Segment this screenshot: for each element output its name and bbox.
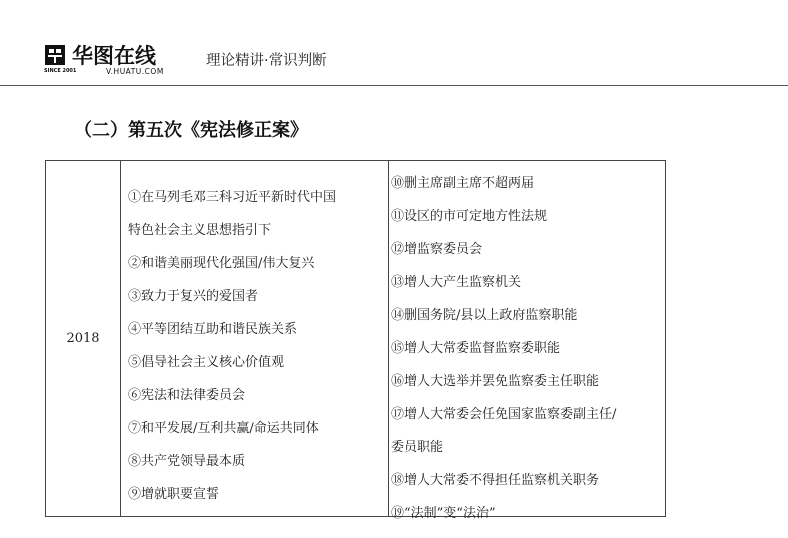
amendment-list-a: [128, 181, 386, 511]
list-item: ⑨增就职要宣誓: [128, 487, 220, 502]
huatu-logo: [44, 40, 174, 76]
list-item: 特色社会主义思想指引下: [128, 223, 272, 238]
amendment-table: [45, 160, 666, 521]
list-item: ⑱增人大常委不得担任监察机关职务: [391, 473, 600, 488]
header-title: 理论精讲·常识判断: [206, 53, 327, 69]
list-item: ⑥宪法和法律委员会: [128, 388, 246, 403]
list-item: ⑭删国务院/县以上政府监察职能: [391, 308, 578, 323]
section-title: （二）第五次《宪法修正案》: [74, 120, 308, 141]
logo-url: V.HUATU.COM: [106, 67, 164, 76]
column-divider: [120, 161, 121, 516]
list-item: ⑩删主席副主席不超两届: [391, 176, 535, 191]
list-item: ⑪设区的市可定地方性法规: [391, 209, 548, 224]
header-divider: [0, 85, 788, 86]
list-item: 委员职能: [391, 440, 444, 455]
list-item: ⑲“法制”变“法治”: [391, 506, 496, 521]
list-item: ⑰增人大常委会任免国家监察委副主任/: [391, 407, 617, 422]
list-item: ⑧共产党领导最本质: [128, 454, 246, 469]
list-item: ⑤倡导社会主义核心价值观: [128, 355, 285, 370]
page-header: [0, 0, 788, 86]
list-item: ①在马列毛邓三科习近平新时代中国: [128, 190, 337, 205]
list-item: ⑯增人大选举并罢免监察委主任职能: [391, 374, 600, 389]
list-item: ⑫增监察委员会: [391, 242, 483, 257]
year-cell: 2018: [66, 331, 100, 346]
amendment-list-b: [391, 167, 667, 530]
list-item: ⑬增人大产生监察机关: [391, 275, 522, 290]
logo-text: 华图在线: [72, 44, 156, 68]
column-divider: [388, 161, 389, 516]
list-item: ⑮增人大常委监督监察委职能: [391, 341, 561, 356]
list-item: ②和谐美丽现代化强国/伟大复兴: [128, 256, 315, 271]
huatu-logo-icon: [44, 44, 66, 66]
list-item: ④平等团结互助和谐民族关系: [128, 322, 298, 337]
list-item: ③致力于复兴的爱国者: [128, 289, 259, 304]
logo-since: SINCE 2001: [44, 68, 77, 74]
list-item: ⑦和平发展/互利共赢/命运共同体: [128, 421, 319, 436]
